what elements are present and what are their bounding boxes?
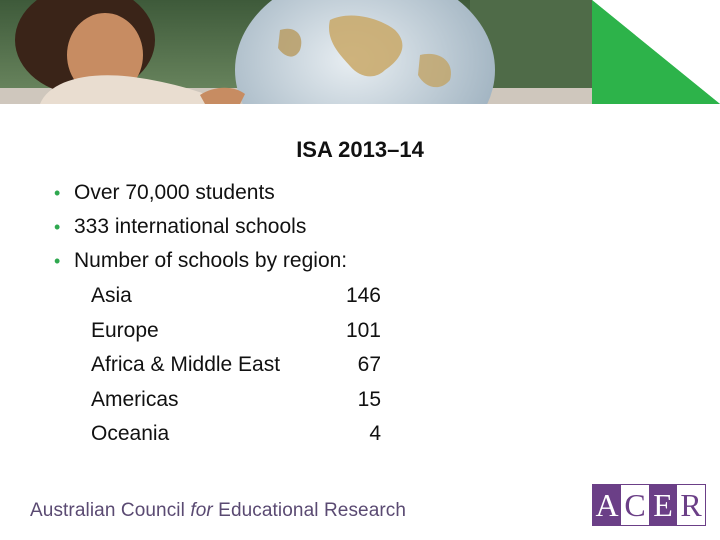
region-count: 15 [357, 387, 381, 411]
region-name: Europe [91, 318, 159, 342]
bullet-dot-icon: • [54, 217, 61, 237]
logo-letter: E [649, 485, 677, 525]
logo-letter: R [677, 485, 705, 525]
region-name: Oceania [91, 422, 170, 445]
bullet-item [54, 244, 434, 278]
org-name-part1: Australian Council [30, 500, 191, 521]
bullet-item [54, 210, 434, 244]
slide-title-text: ISA 2013–14 [296, 137, 424, 162]
region-row [91, 279, 391, 314]
region-row [91, 383, 391, 418]
bullet-item [54, 176, 434, 210]
bullet-dot-icon: • [54, 251, 61, 271]
region-count: 146 [345, 284, 381, 307]
bullet-text: Over 70,000 students [74, 181, 275, 204]
bullet-text: 333 international schools [74, 215, 307, 238]
region-table [91, 279, 391, 452]
org-name-part2: Educational Research [212, 500, 407, 521]
organization-name [30, 500, 406, 522]
region-count: 4 [369, 422, 381, 445]
logo-letter: A [593, 485, 621, 525]
region-name: Americas [91, 387, 179, 411]
acer-logo [592, 484, 706, 526]
region-count: 67 [357, 353, 381, 376]
header-banner [0, 0, 720, 104]
green-corner-triangle [592, 0, 720, 104]
child-with-globe-photo [0, 0, 592, 104]
region-row [91, 417, 391, 452]
region-name: Asia [91, 284, 132, 307]
region-row [91, 348, 391, 383]
org-name-italic: for [190, 500, 213, 521]
region-count: 101 [345, 318, 381, 342]
slide-title [0, 136, 720, 164]
region-row [91, 314, 391, 349]
bullet-text: Number of schools by region: [74, 249, 348, 272]
logo-letter: C [621, 485, 649, 525]
region-name: Africa & Middle East [91, 353, 281, 376]
bullet-list [54, 176, 434, 278]
bullet-dot-icon: • [54, 183, 61, 203]
